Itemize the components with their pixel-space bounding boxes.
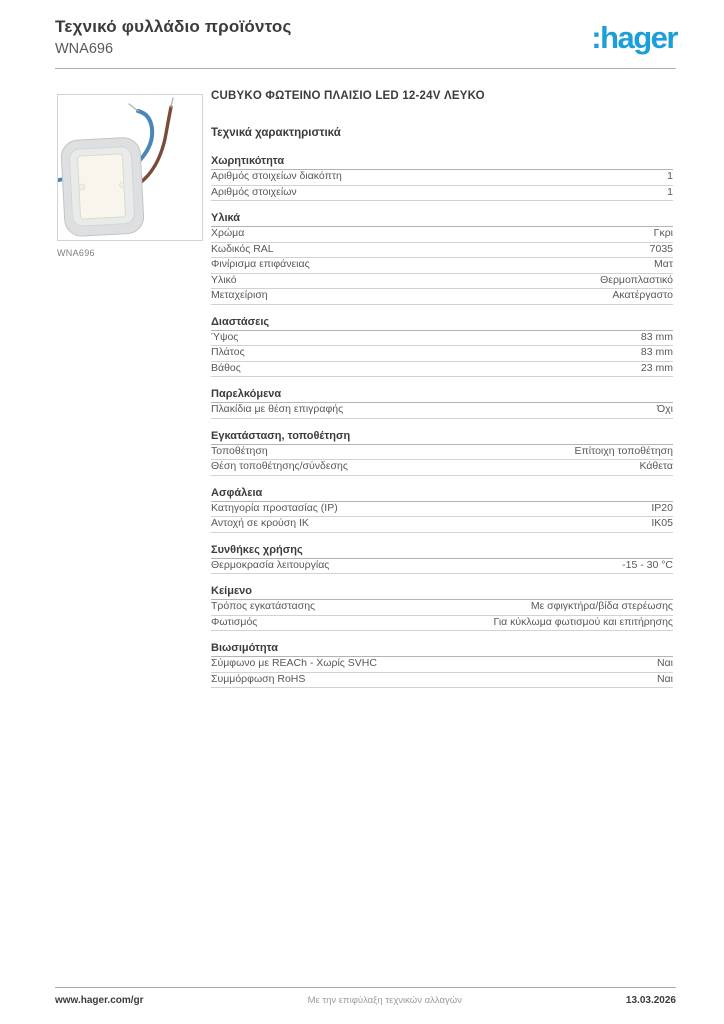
spec-row xyxy=(211,258,673,274)
section-title: Κείμενο xyxy=(211,585,673,600)
spec-label: Φωτισμός xyxy=(211,615,258,628)
spec-section xyxy=(211,487,673,533)
footer-divider xyxy=(55,987,676,988)
spec-value: Ναι xyxy=(657,672,673,685)
section-title: Ασφάλεια xyxy=(211,487,673,502)
product-image-caption: WNA696 xyxy=(57,248,95,258)
spec-row xyxy=(211,227,673,243)
section-title: Εγκατάσταση, τοποθέτηση xyxy=(211,430,673,445)
spec-sections xyxy=(211,155,673,688)
footer-website: www.hager.com/gr xyxy=(55,995,144,1006)
spec-label: Τρόπος εγκατάστασης xyxy=(211,600,316,612)
spec-value: 83 mm xyxy=(640,346,673,358)
section-title: Χωρητικότητα xyxy=(211,155,673,170)
wall-plate-illustration xyxy=(58,95,202,240)
spec-label: Συμμόρφωση RoHS xyxy=(211,672,306,685)
section-title: Βιωσιμότητα xyxy=(211,642,673,657)
spec-value: 23 mm xyxy=(640,361,673,374)
spec-row xyxy=(211,186,673,202)
spec-value: IK05 xyxy=(651,517,673,529)
spec-value: Επίτοιχη τοποθέτηση xyxy=(574,444,673,457)
spec-label: Πλάτος xyxy=(211,346,245,358)
spec-row xyxy=(211,331,673,347)
spec-section xyxy=(211,388,673,419)
product-title: CUBYKO ΦΩΤΕΙΝΟ ΠΛΑΙΣΙΟ LED 12-24V ΛΕΥΚΟ xyxy=(211,90,485,102)
spec-label: Φινίρισμα επιφάνειας xyxy=(211,258,310,270)
spec-section xyxy=(211,430,673,476)
spec-row xyxy=(211,460,673,476)
spec-section xyxy=(211,544,673,575)
spec-value: Κάθετα xyxy=(639,460,673,472)
spec-row xyxy=(211,362,673,378)
tech-characteristics-heading: Τεχνικά χαρακτηριστικά xyxy=(211,127,341,139)
spec-section xyxy=(211,155,673,201)
spec-row xyxy=(211,289,673,305)
footer-date: 13.03.2026 xyxy=(625,995,676,1006)
spec-row xyxy=(211,170,673,186)
spec-row xyxy=(211,502,673,518)
product-reference: WNA696 xyxy=(55,41,114,57)
footer xyxy=(55,995,676,1006)
spec-label: Ύψος xyxy=(211,330,239,343)
spec-value: Με σφιγκτήρα/βίδα στερέωσης xyxy=(530,600,673,612)
product-figure xyxy=(57,94,203,258)
header-divider xyxy=(55,68,676,69)
spec-row xyxy=(211,600,673,616)
spec-label: Αντοχή σε κρούση ΙΚ xyxy=(211,517,309,529)
spec-row xyxy=(211,517,673,533)
spec-row xyxy=(211,657,673,673)
spec-row xyxy=(211,274,673,290)
spec-label: Χρώμα xyxy=(211,227,245,239)
spec-section xyxy=(211,642,673,688)
datasheet-body xyxy=(211,90,673,688)
spec-value: Ακατέργαστο xyxy=(612,289,673,301)
spec-section xyxy=(211,316,673,378)
document-title: Τεχνικό φυλλάδιο προϊόντος xyxy=(55,17,292,36)
spec-value: IP20 xyxy=(651,501,673,514)
spec-row xyxy=(211,616,673,632)
product-image xyxy=(57,94,203,241)
spec-row xyxy=(211,559,673,575)
spec-value: 83 mm xyxy=(640,330,673,343)
spec-label: Πλακίδια με θέση επιγραφής xyxy=(211,403,344,415)
spec-label: Τοποθέτηση xyxy=(211,444,268,457)
spec-value: Για κύκλωμα φωτισμού και επιτήρησης xyxy=(493,615,673,628)
spec-label: Κατηγορία προστασίας (IP) xyxy=(211,501,338,514)
spec-value: Γκρι xyxy=(653,227,673,239)
spec-row xyxy=(211,673,673,689)
spec-section xyxy=(211,212,673,305)
spec-label: Σύμφωνο με REACh - Χωρίς SVHC xyxy=(211,657,377,669)
spec-value: Ματ xyxy=(654,258,673,270)
spec-value: Θερμοπλαστικό xyxy=(600,273,673,286)
hager-logo: :hager xyxy=(591,20,677,55)
section-title: Διαστάσεις xyxy=(211,316,673,331)
spec-row xyxy=(211,243,673,259)
spec-value: Ναι xyxy=(657,657,673,669)
spec-value: 7035 xyxy=(649,242,673,255)
spec-label: Κωδικός RAL xyxy=(211,242,274,255)
spec-value: 1 xyxy=(667,185,673,198)
spec-row xyxy=(211,403,673,419)
section-title: Συνθήκες χρήσης xyxy=(211,544,673,559)
spec-row xyxy=(211,346,673,362)
spec-label: Αριθμός στοιχείων διακόπτη xyxy=(211,170,342,182)
spec-label: Μεταχείριση xyxy=(211,289,268,301)
footer-disclaimer: Με την επιφύλαξη τεχνικών αλλαγών xyxy=(307,995,462,1006)
spec-row xyxy=(211,445,673,461)
section-title: Υλικά xyxy=(211,212,673,227)
spec-label: Θέση τοποθέτησης/σύνδεσης xyxy=(211,460,348,472)
spec-value: Όχι xyxy=(657,403,673,415)
spec-value: 1 xyxy=(667,170,673,182)
spec-value: -15 - 30 °C xyxy=(622,558,673,571)
spec-label: Βάθος xyxy=(211,361,241,374)
spec-label: Θερμοκρασία λειτουργίας xyxy=(211,558,330,571)
spec-section xyxy=(211,585,673,631)
spec-label: Υλικό xyxy=(211,273,237,286)
spec-label: Αριθμός στοιχείων xyxy=(211,185,297,198)
section-title: Παρελκόμενα xyxy=(211,388,673,403)
